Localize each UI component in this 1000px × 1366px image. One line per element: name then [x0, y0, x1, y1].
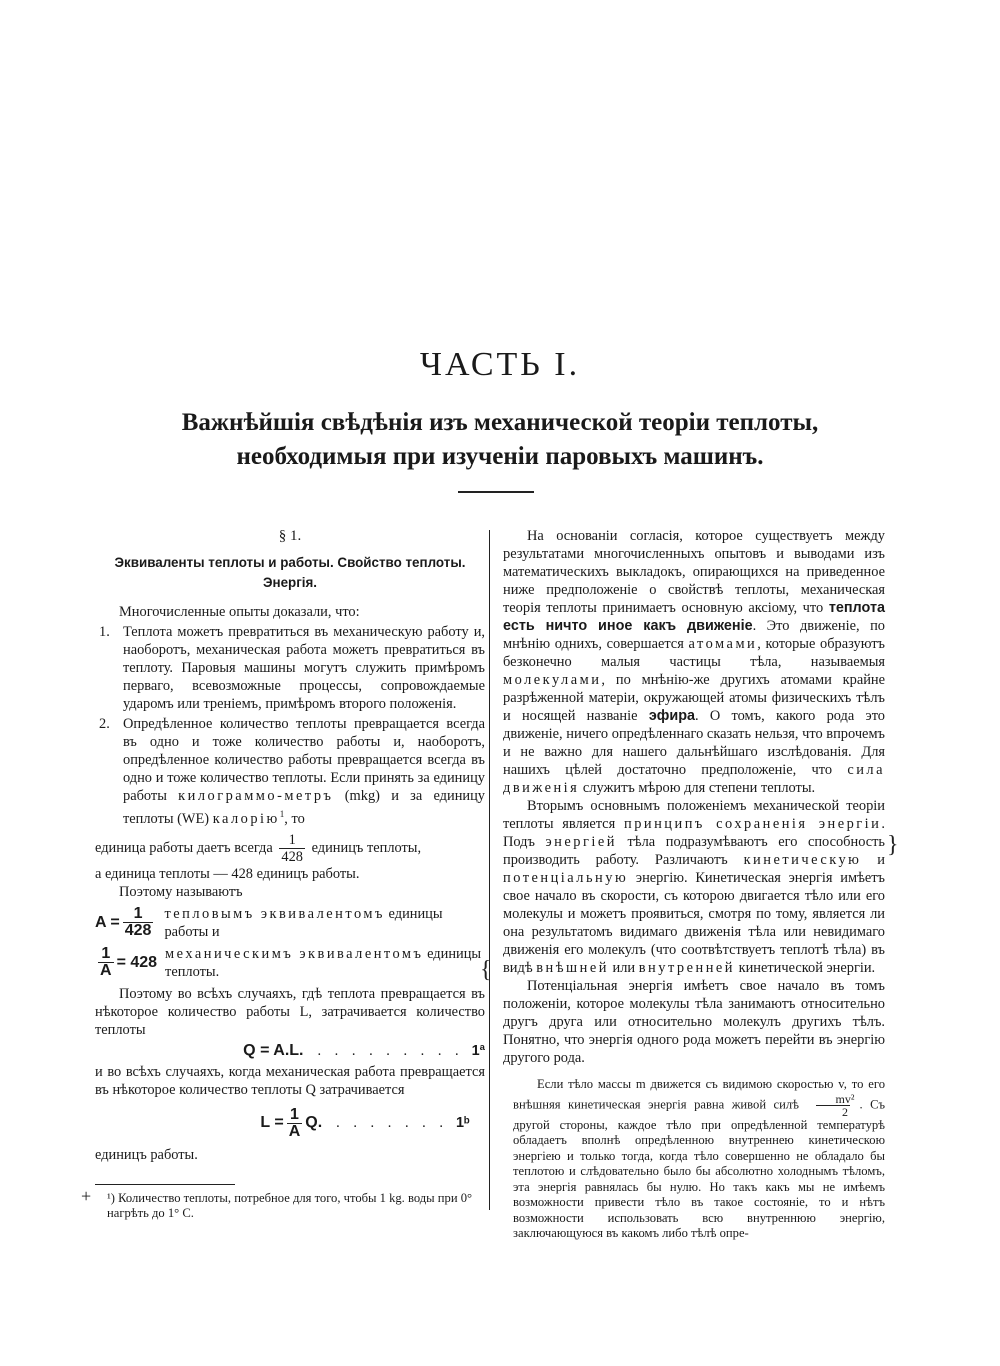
section-title-line-2: Энергія.	[262, 575, 318, 590]
section-number: § 1.	[278, 528, 302, 544]
small-print-note	[503, 1077, 885, 1242]
list-item-2	[95, 715, 485, 828]
footnote	[81, 1185, 485, 1221]
equation-1b	[245, 1107, 485, 1140]
paragraph-2	[503, 797, 885, 977]
text-run: На основаніи согласія, которое существуетъ между результатами многочисленныхъ опытовъ и выводами изъ математическихъ выкладокъ, опирающихся на приведенное ниже предположеніе о свойствѣ теплоты, механическая теорія теплоты принимаетъ основную аксіому, что	[503, 528, 885, 616]
text-run: единицы работы и	[164, 905, 443, 940]
equation-expression	[260, 1107, 322, 1140]
fraction-numerator: 1	[290, 1105, 299, 1123]
book-title	[100, 406, 900, 474]
list-item-number: 1.	[99, 624, 110, 640]
fraction-denominator: 2	[816, 1105, 850, 1118]
column-divider	[489, 530, 490, 1210]
spaced-term: энергіей	[545, 834, 617, 850]
fraction-numerator: 1	[101, 945, 111, 963]
fraction	[810, 1093, 857, 1118]
paragraph-1	[503, 527, 885, 797]
spaced-term: механическимъ эквивалентомъ	[165, 945, 424, 962]
paragraph-therefore: Поэтому во всѣхъ случаяхъ, гдѣ теплота превращается въ нѣкоторое количество работы L, затрачивается количество теплоты	[95, 985, 485, 1038]
text-run: , то	[284, 810, 305, 827]
paragraph-3: Потенціальная энергія имѣетъ свое начало въ томъ положеніи, которое молекулы тѣла занимаютъ относительно другъ друга или относительно молекулъ другихъ тѣлъ. Понятно, что энергія одного рода можетъ перейти въ энергію другого рода.	[503, 978, 885, 1066]
fraction	[279, 832, 305, 865]
text-run: кинетической энергіи.	[738, 960, 876, 976]
spaced-term: сила движенія	[503, 762, 885, 796]
text-run: (mkg) и за единицу теплоты (WE)	[123, 788, 485, 827]
title-divider	[458, 491, 534, 493]
text-run: , которые образуютъ безконечно малыя частицы тѣла, называемыя	[503, 636, 885, 670]
equation-lhs: L =	[260, 1114, 284, 1132]
text-run: энергію. Кинетическая энергія имѣетъ свое начало въ скорости, съ которою двигается тѣло или его молекулы и можетъ проявиться, смотря по тому, является ли она результатомъ видимаго движенія тѣла или невидимаго движенія его молекулъ (что соотвѣтствуетъ теплотѣ тѣла) въ видѣ	[503, 870, 885, 976]
list-item-number: 2.	[99, 716, 110, 732]
section-title	[95, 553, 485, 593]
spaced-term: внѣшней	[536, 960, 609, 976]
unit-line-2: а единица теплоты — 428 единицъ работы.	[95, 865, 360, 882]
text-run: Опредѣленное количество теплоты превращается всегда въ одно и тоже количество работы и, наоборотъ, опредѣленное количество работы превращается всегда въ одно и тоже количество теплоты. Если принять за единицу работы	[123, 716, 485, 804]
equation-number: 1ᵇ	[455, 1115, 470, 1132]
margin-brace-left: {	[480, 957, 492, 983]
text-run: единицъ теплоты,	[311, 839, 422, 856]
fraction-numerator: 1	[133, 905, 143, 923]
therefore-named: Поэтому называютъ	[119, 883, 243, 900]
spaced-term: атомами	[688, 636, 758, 652]
equation-lhs	[95, 906, 156, 939]
spaced-term: потенціальную	[503, 870, 629, 886]
fraction	[123, 906, 154, 939]
equation-rhs: = 428	[116, 953, 158, 971]
text-run: и	[877, 852, 885, 868]
bold-term: теплота есть ничто иное какъ движеніе	[503, 600, 885, 634]
equation-expression: Q = A.L.	[243, 1041, 304, 1059]
unit-line	[95, 832, 485, 865]
paragraph-and: и во всѣхъ случаяхъ, когда механическая работа превращается въ нѣкоторое количество теплоты Q затрачивается	[95, 1063, 485, 1098]
list-item-text: Теплота можетъ превратиться въ механическую работу и, наоборотъ, механическая работа можетъ превратиться въ теплоту. Паровыя машины могутъ служить примѣромъ перваго, всевозможные процессы, сопровождаемые ударомъ или треніемъ, примѣромъ второго положенія.	[123, 624, 485, 712]
part-title: ЧАСТЬ I.	[419, 346, 581, 383]
equation-leader: . . . . . . . . .	[317, 1042, 464, 1059]
small-paragraph	[513, 1077, 885, 1242]
text-run: . Съ другой стороны, каждое тѣло при опредѣленной температурѣ обладаетъ вполнѣ опредѣленною внутреннею кинетическою энергіею и только тогда, когда тѣло совершенно не обладало бы теплотою и слѣдовательно было бы абсолютно холоднымъ тѣломъ, эта энергія равнялась бы нулю. Но такъ какъ мы не имѣемъ возможности привести тѣло въ такое состояніе, то и нѣтъ возможности использовать всю внутреннюю энергію, заключающуюся въ какомъ либо тѣлѣ опре-	[513, 1096, 886, 1240]
equation-number: 1ª	[471, 1042, 485, 1059]
spaced-term: тепловымъ эквивалентомъ	[164, 905, 385, 922]
fraction	[287, 1107, 303, 1140]
book-title-line-2: необходимыя при изученіи паровыхъ машинъ.	[236, 443, 764, 470]
spaced-term: кинетическую	[743, 852, 862, 868]
fraction-denominator: A	[100, 962, 112, 980]
fraction-denominator: 428	[124, 922, 152, 940]
equation-1a	[95, 1042, 485, 1060]
footnote-ref: 1	[279, 809, 285, 819]
text-run: Если тѣло массы m движется съ видимою скоростью v, то его внѣшняя кинетическая энергія равна живой силѣ	[513, 1077, 885, 1111]
equation-symbol: A =	[95, 913, 120, 931]
equation-lhs	[95, 946, 157, 979]
book-title-line-1: Важнѣйшія свѣдѣнія изъ механической теоріи теплоты,	[181, 409, 819, 436]
text-run: . Это движеніе, по мнѣнію однихъ, совершается	[503, 618, 885, 652]
left-column	[81, 527, 485, 1221]
equation-rhs: Q.	[305, 1114, 323, 1132]
equation-thermal-equivalent	[95, 905, 485, 941]
footnote-text: ¹) Количество теплоты, потребное для того, чтобы 1 kg. воды при 0° нагрѣть до 1° С.	[107, 1190, 473, 1220]
list-item-1	[95, 623, 485, 713]
text-run: единица работы даетъ всегда	[95, 839, 273, 856]
equation-mechanical-equivalent	[95, 945, 485, 981]
text-run: служитъ мѣрою для степени теплоты.	[582, 780, 816, 796]
margin-brace-right: }	[887, 832, 899, 858]
equation-description	[165, 945, 485, 981]
equation-description	[164, 905, 485, 941]
spaced-term: принципъ сохраненія энергіи	[624, 816, 882, 832]
footnote-rule	[95, 1184, 235, 1185]
intro-text: Многочисленные опыты доказали, что:	[119, 604, 360, 620]
spaced-term: калорію	[212, 810, 280, 827]
right-column	[503, 527, 885, 1242]
spaced-term: килограммо-метръ	[178, 788, 334, 804]
fraction-denominator: A	[288, 1122, 301, 1140]
equation-leader: . . . . . . .	[336, 1115, 448, 1132]
spaced-term: молекулами	[503, 672, 602, 688]
fraction-numerator: 1	[288, 831, 296, 848]
text-run: Вторымъ основнымъ положеніемъ механической теоріи теплоты является	[503, 798, 885, 832]
plus-mark: +	[81, 1185, 92, 1206]
fraction-denominator: 428	[281, 848, 303, 865]
section-title-line-1: Эквиваленты теплоты и работы. Свойство теплоты.	[114, 555, 466, 570]
text-run: тѣла подразумѣваютъ его способность производить работу. Различаютъ	[503, 834, 885, 868]
spaced-term: внутренней	[638, 960, 735, 976]
fraction	[98, 946, 114, 979]
text-run: . Подъ	[503, 816, 885, 850]
text-run: . О томъ, какого рода это движеніе, ничего опредѣленнаго сказать нельзя, что впрочемъ и не важно для нашего дальнѣйшаго изслѣдованія. Для нашихъ цѣлей достаточно предположеніе, что	[503, 708, 886, 778]
fraction-numerator: mv²	[835, 1091, 855, 1106]
text-run: или	[612, 960, 636, 976]
list-item-text	[123, 715, 485, 828]
paragraph-units: единицъ работы.	[95, 1146, 198, 1163]
text-run: единицы теплоты.	[165, 945, 482, 980]
bold-term: эфира	[648, 708, 695, 724]
text-run: , по мнѣнію-же другихъ атомами крайне разрѣженной матеріи, окружающей атомы физическихъ тѣлъ и носящей названіе	[503, 672, 885, 724]
